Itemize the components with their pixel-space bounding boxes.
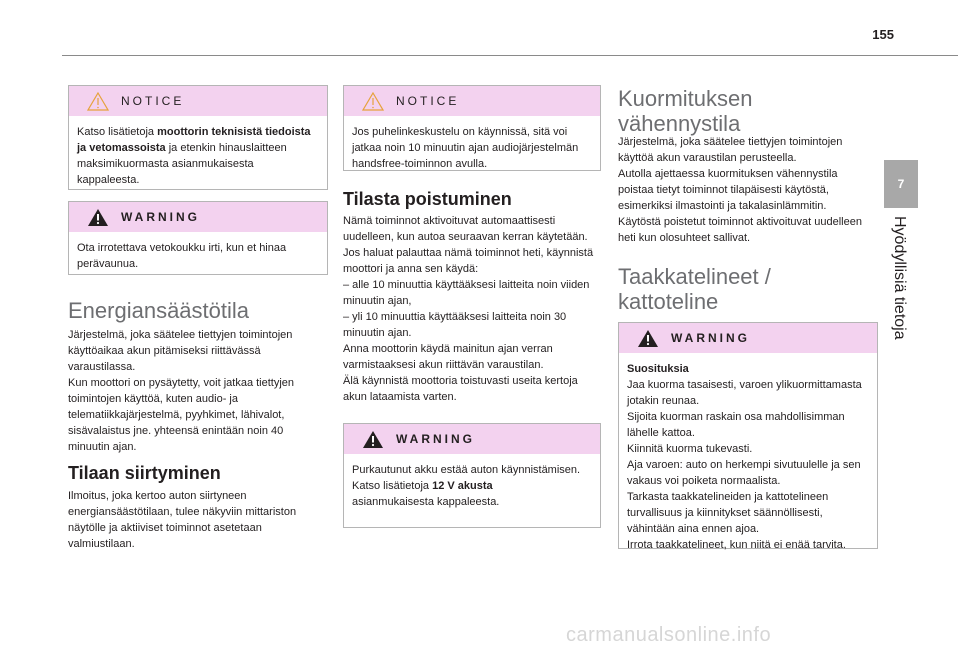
top-rule — [62, 55, 958, 56]
warning-label: WARNING — [396, 432, 475, 446]
warning-title: Suosituksia — [627, 363, 689, 375]
notice-label: NOTICE — [121, 94, 185, 108]
warning-text: Jaa kuorma tasaisesti, varoen ylikuormittamasta jotakin reunaa. Sijoita kuorman raskain osa mahdollisimman lähelle kattoa. Kiinnitä kuorma tukevasti. Aja varoen: auto on herkempi sivutuulelle ja sen vakaus voi poiketa normaalista. Tarkasta taakkatelineiden ja kattotelineen turvallisuus ja kiinnitykset säännöllisesti, vähintään aina ennen ajoa. Irrota taakkatelineet, kun niitä ei enää tarvita. — [627, 379, 862, 551]
warning-text-post: asianmukaisesta kappaleesta. — [352, 496, 500, 508]
warning-box-roof — [618, 322, 878, 549]
mode-entry-text: Ilmoitus, joka kertoo auton siirtyneen energiansäästötilaan, tulee näkyviin mittariston näytölle ja aktiiviset toiminnot asetetaan valmiustilaan. — [68, 490, 297, 550]
warning-triangle-icon — [87, 208, 109, 227]
load-reduction-text: Järjestelmä, joka säätelee tiettyjen toimintojen käyttöä akun varaustilan perusteella. Autolla ajettaessa kuormituksen vähennystila poistaa tietyt toiminnot tilapäisesti käytöstä, esimerkiksi ilmastointi ja takalasinlämmitin. Käytöstä poistetut toiminnot aktivoituvat uudelleen heti kun olosuhteet sallivat. — [618, 136, 862, 244]
notice-text: Jos puhelinkeskustelu on käynnissä, sitä voi jatkaa noin 10 minuutin ajan audiojärjestelmän handsfree-toiminnon avulla. — [352, 126, 579, 170]
warning-triangle-icon — [362, 430, 384, 449]
chapter-number: 7 — [897, 177, 905, 191]
warning-label: WARNING — [121, 210, 200, 224]
chapter-tab[interactable] — [884, 160, 918, 208]
mode-entry-heading: Tilaan siirtyminen — [68, 463, 221, 483]
caution-outline-icon — [87, 92, 109, 111]
notice-label: NOTICE — [396, 94, 460, 108]
warning-box-battery — [343, 423, 601, 528]
notice-text-bold: moottorin teknisistä tiedoista ja vetomassoista — [77, 126, 311, 154]
notice-header — [344, 86, 600, 116]
notice-box-towing — [68, 85, 328, 190]
load-reduction-heading: Kuormituksen vähennystila — [618, 86, 753, 136]
mode-exit-text: Nämä toiminnot aktivoituvat automaattisesti uudelleen, kun autoa seuraavan kerran käytetään. Jos haluat palauttaa nämä toiminnot heti, käynnistä moottori ja anna sen käydä: – alle 10 minuuttia käyttääksesi laitteita noin viiden minuutin ajan, – yli 10 minuuttia käyttääksesi laitteita noin 30 minuutin ajan. Anna moottorin käydä mainitun ajan verran varmistaaksesi akun riittävän varaustilan. Älä käynnistä moottoria toistuvasti useita kertoja akun lataamista varten. — [343, 215, 594, 403]
chapter-title: Hyödyllisiä tietoja — [891, 216, 908, 340]
energy-saving-text: Järjestelmä, joka säätelee tiettyjen toimintojen käyttöaikaa akun pitämiseksi riittävässä varaustilassa. Kun moottori on pysäytetty, voit jatkaa tiettyjen toimintojen käyttöä, kuten audio- ja telematiikkajärjestelmä, pyyhkimet, lähivalot, sisävalaistus jne. yhteensä enintään noin 40 minuutin ajan. — [68, 329, 295, 453]
warning-text: Ota irrotettava vetokoukku irti, kun et hinaa perävaunua. — [77, 242, 287, 270]
warning-header — [344, 424, 600, 454]
notice-text-pre: Katso lisätietoja — [77, 126, 158, 138]
notice-header — [69, 86, 327, 116]
warning-triangle-icon — [637, 329, 659, 348]
warning-text-pre: Purkautunut akku estää auton käynnistämisen. Katso lisätietoja — [352, 464, 581, 492]
notice-text-post: ja etenkin hinauslaitteen maksimikuormasta asianmukaisesta kappaleesta. — [77, 142, 287, 186]
roof-bars-heading: Taakkatelineet / kattoteline — [618, 264, 771, 314]
energy-saving-heading: Energiansäästötila — [68, 298, 250, 323]
warning-header — [619, 323, 877, 353]
warning-header — [69, 202, 327, 232]
warning-body — [619, 353, 877, 561]
page-number: 155 — [872, 27, 894, 42]
notice-box-phone — [343, 85, 601, 171]
warning-box-towbar — [68, 201, 328, 275]
caution-outline-icon — [362, 92, 384, 111]
notice-text — [69, 116, 327, 196]
warning-text — [344, 454, 600, 518]
watermark: carmanualsonline.info — [566, 624, 772, 646]
warning-text-bold: 12 V akusta — [432, 480, 493, 492]
warning-label: WARNING — [671, 331, 750, 345]
mode-exit-heading: Tilasta poistuminen — [343, 189, 512, 209]
